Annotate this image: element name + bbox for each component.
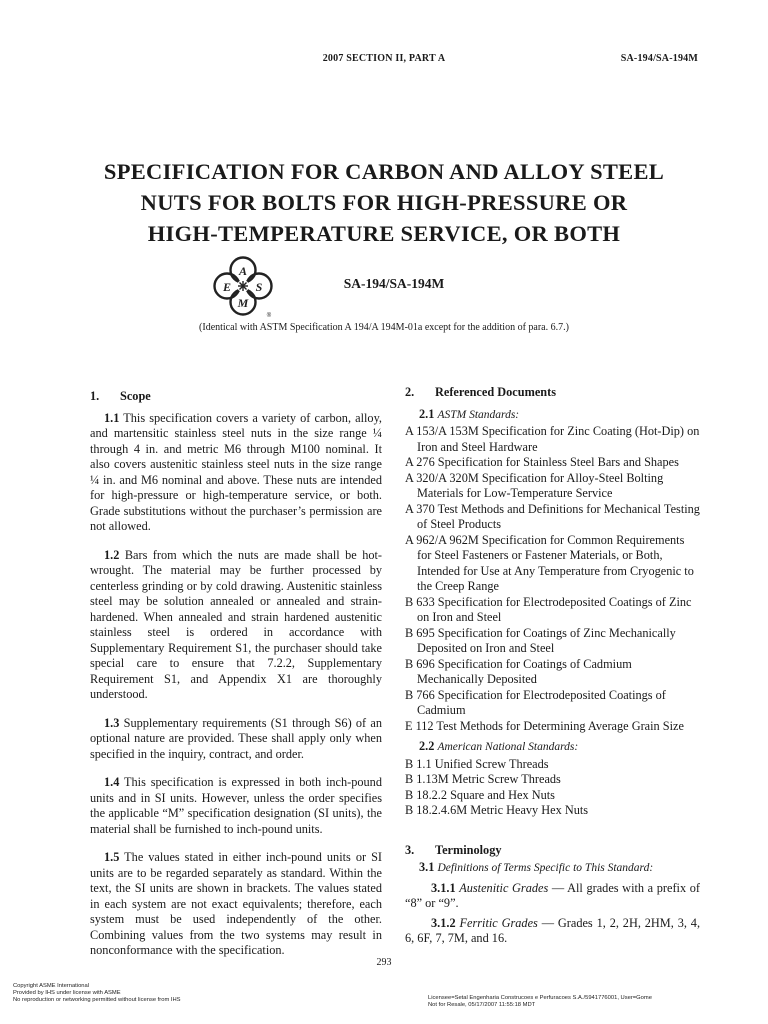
reference-item: B 695 Specification for Coatings of Zinc Mechanically Deposited on Iron and Steel [405,625,676,655]
definition-number: 3.1.1 [431,880,456,895]
paragraph-1-4 [90,775,382,837]
reference-item: A 320/A 320M Specification for Alloy-Steel Bolting Materials for Low-Temperature Service [405,470,664,500]
footer-line: Copyright ASME International [13,983,90,989]
ans-reference-list [405,757,700,819]
astm-reference-list [405,424,700,734]
reference-item: A 370 Test Methods and Definitions for Mechanical Testing of Steel Products [405,501,700,531]
paragraph-number: 1.4 [104,775,120,789]
page-number: 293 [376,957,392,968]
reference-item: A 276 Specification for Stainless Steel Bars and Shapes [405,455,679,469]
subsection-number: 2.1 [419,406,435,421]
footer-line: No reproduction or networking permitted without license from IHS [13,997,181,1003]
reference-item: A 153/A 153M Specification for Zinc Coating (Hot-Dip) on Iron and Steel Hardware [405,424,700,454]
definition-ferritic-grades [405,916,700,947]
subsection-number: 3.1 [419,860,435,874]
definition-term: Ferritic Grades [459,915,538,930]
paragraph-1-1 [90,411,382,535]
section-number: 1. [90,389,100,403]
paragraph-text: This specification covers a variety of carbon, alloy, and martensitic stainless steel nuts in the size range ¼ through 4 in. and metric M6 through M100 nominal. It also covers austenitic stainless steel nuts in the size range ¼ in. and M6 nominal and above. These nuts are intended for high-pressure or high-temperature service, or both. Grade substitutions without the purchaser’s permission are not allowed. [90,410,382,533]
running-header-section: 2007 SECTION II, PART A [322,53,446,64]
paragraph-1-5 [90,850,382,959]
definition-austenitic-grades [405,881,700,912]
section-heading-referenced-documents [405,385,700,401]
subsection-label: Definitions of Terms Specific to This Standard: [437,862,654,874]
subsection-number: 2.2 [419,739,435,753]
section-title: Referenced Documents [435,385,556,399]
section-title: Terminology [435,842,502,857]
right-column [405,385,700,951]
paragraph-number: 1.3 [104,715,120,730]
reference-item: A 962/A 962M Specification for Common Requirements for Steel Fasteners or Fastener Materials, or Both, Intended for Use at Any Temperature from Cryogenic to the Creep Range [405,532,694,593]
paragraph-number: 1.1 [104,410,120,425]
document-title [0,156,768,249]
footer-line: Not for Resale, 05/17/2007 11:55:18 MDT [428,1002,536,1008]
paragraph-text: Bars from which the nuts are made shall be hot-wrought. The material may be further processed by centerless grinding or by cold drawing. Austenitic stainless steel may be solution annealed or annealed and strain-hardened. When annealed and strain hardened austenitic stainless steel is ordered in accordance with Supplementary Requirement S1, the purchaser should take special care to ensure that 7.2.2, Supplementary Requirement S1, and Appendix X1 are thoroughly understood. [90,547,382,701]
reference-item: B 633 Specification for Electrodeposited Coatings of Zinc on Iron and Steel [405,594,692,624]
section-number: 2. [405,385,415,399]
specification-designation: SA-194/SA-194M [343,276,445,291]
reference-item: B 18.2.4.6M Metric Heavy Hex Nuts [405,803,589,817]
definition-term: Austenitic Grades [459,880,549,895]
paragraph-1-3 [90,716,382,763]
definition-text: — All grades with a prefix of “8” or “9”. [405,880,700,910]
registered-mark: ® [266,313,272,319]
identical-note: (Identical with ASTM Specification A 194/A 194M-01a except for the addition of para. 6.7.) [199,322,569,333]
paragraph-text: Supplementary requirements (S1 through S6) of an optional nature are provided. These shall apply only when specified in the inquiry, contract, and order. [90,715,382,761]
subsection-astm-standards [405,407,700,424]
footer-copyright [13,983,181,1004]
section-number: 3. [405,842,415,857]
section-heading-scope [90,389,382,405]
logo-letter-m: M [237,296,249,310]
subsection-definitions [405,860,700,877]
footer-line: Provided by IHS under license with ASME [13,990,121,996]
definition-number: 3.1.2 [431,915,456,930]
footer-line: Licensee=Setal Engenharia Construcoes e Perfuracoes S.A./5941776001, User=Gome [428,995,652,1001]
footer-license [428,995,652,1009]
paragraph-text: The values stated in either inch-pound units or SI units are to be regarded separately as standard. Within the text, the SI units are shown in brackets. The values stated in each system are not exact equivalents; therefore, each system must be used independently of the other. Combining values from the two systems may result in nonconformance with the specification. [90,850,382,957]
paragraph-number: 1.2 [104,547,120,562]
title-line-3: HIGH-TEMPERATURE SERVICE, OR BOTH [147,221,621,246]
logo-letter-e: E [222,280,232,294]
subsection-label: ASTM Standards: [437,408,520,421]
definition-text: — Grades 1, 2, 2H, 2HM, 3, 4, 6, 6F, 7, 7M, and 16. [405,915,701,945]
logo-letter-s: S [255,280,263,294]
reference-item: B 696 Specification for Coatings of Cadmium Mechanically Deposited [405,656,632,686]
section-heading-terminology [405,843,700,859]
subsection-label: American National Standards: [437,741,579,753]
title-line-2: NUTS FOR BOLTS FOR HIGH-PRESSURE OR [140,190,628,215]
subsection-american-national-standards [405,739,700,756]
reference-item: B 766 Specification for Electrodeposited Coatings of Cadmium [405,687,666,717]
paragraph-number: 1.5 [104,850,120,864]
running-header-code: SA-194/SA-194M [620,53,698,64]
reference-item: B 18.2.2 Square and Hex Nuts [405,787,555,802]
reference-item: B 1.1 Unified Screw Threads [405,756,549,771]
reference-item: E 112 Test Methods for Determining Average Grain Size [405,718,684,733]
left-column [90,385,382,972]
logo-letter-a: A [238,264,248,278]
title-line-1: SPECIFICATION FOR CARBON AND ALLOY STEEL [103,159,665,184]
section-title: Scope [120,389,151,403]
paragraph-text: This specification is expressed in both inch-pound units and in SI units. However, unless the order specifies the applicable “M” specification designation (SI units), the material shall be furnished to inch-pound units. [90,775,382,836]
reference-item: B 1.13M Metric Screw Threads [405,772,561,786]
paragraph-1-2 [90,548,382,703]
